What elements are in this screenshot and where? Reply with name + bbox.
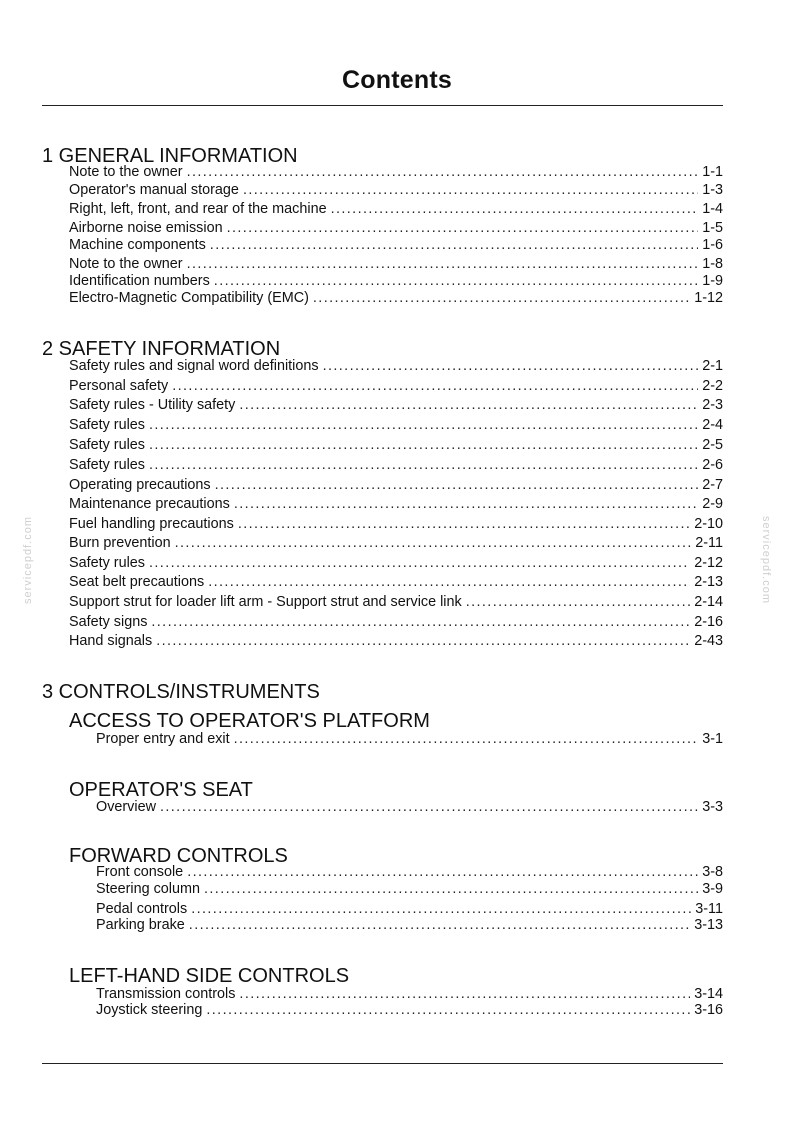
toc-entry-text: Personal safety <box>69 378 169 394</box>
toc-entry-text: Steering column <box>96 881 200 897</box>
toc-entry-page: 1-1 <box>702 164 723 180</box>
dot-leader <box>227 220 699 237</box>
dot-leader <box>208 574 690 591</box>
toc-entry-text: Overview <box>96 799 156 815</box>
toc-entry-page: 2-14 <box>694 594 723 610</box>
subsection-heading: FORWARD CONTROLS <box>69 845 288 867</box>
toc-entry-page: 1-4 <box>702 201 723 217</box>
dot-leader <box>149 437 698 454</box>
toc-entry[interactable] <box>69 633 723 650</box>
toc-entry[interactable] <box>69 535 723 552</box>
toc-entry[interactable] <box>96 917 723 934</box>
dot-leader <box>160 799 698 816</box>
dot-leader <box>234 731 699 748</box>
toc-entry[interactable] <box>96 986 723 1003</box>
toc-entry-text: Safety rules <box>69 555 145 571</box>
toc-entry-page: 2-3 <box>702 397 723 413</box>
toc-entry[interactable] <box>69 164 723 181</box>
toc-entry-page: 2-43 <box>694 633 723 649</box>
dot-leader <box>210 237 698 254</box>
toc-entry[interactable] <box>69 182 723 199</box>
title-rule <box>42 105 723 106</box>
dot-leader <box>234 496 698 513</box>
watermark-left: servicepdf.com <box>22 516 34 604</box>
toc-entry-page: 1-12 <box>694 290 723 306</box>
toc-entry[interactable] <box>69 437 723 454</box>
toc-entry-text: Machine components <box>69 237 206 253</box>
toc-entry-text: Maintenance precautions <box>69 496 230 512</box>
toc-entry-page: 3-3 <box>702 799 723 815</box>
toc-entry-page: 2-13 <box>694 574 723 590</box>
dot-leader <box>187 164 699 181</box>
subsection-heading: LEFT-HAND SIDE CONTROLS <box>69 965 350 987</box>
dot-leader <box>175 535 692 552</box>
toc-entry-text: Fuel handling precautions <box>69 516 234 532</box>
section-heading: 1 GENERAL INFORMATION <box>42 145 298 167</box>
toc-entry-page: 1-6 <box>702 237 723 253</box>
subsection-heading: ACCESS TO OPERATOR'S PLATFORM <box>69 710 430 732</box>
toc-entry-text: Support strut for loader lift arm - Support strut and service link <box>69 594 462 610</box>
toc-entry-text: Safety signs <box>69 614 148 630</box>
toc-entry[interactable] <box>96 864 723 881</box>
toc-entry-text: Operating precautions <box>69 477 211 493</box>
toc-entry-text: Safety rules <box>69 417 145 433</box>
toc-entry-page: 3-9 <box>702 881 723 897</box>
toc-entry-text: Right, left, front, and rear of the machine <box>69 201 327 217</box>
toc-entry-page: 1-9 <box>702 273 723 289</box>
dot-leader <box>149 457 698 474</box>
toc-entry-page: 2-10 <box>694 516 723 532</box>
toc-entry[interactable] <box>96 881 723 898</box>
toc-entry[interactable] <box>69 256 723 273</box>
toc-entry-page: 2-2 <box>702 378 723 394</box>
toc-entry-text: Burn prevention <box>69 535 171 551</box>
footer-rule <box>42 1063 723 1064</box>
dot-leader <box>187 864 698 881</box>
dot-leader <box>331 201 699 218</box>
dot-leader <box>238 516 690 533</box>
dot-leader <box>191 901 691 918</box>
dot-leader <box>239 986 690 1003</box>
toc-entry[interactable] <box>69 273 723 290</box>
toc-entry[interactable] <box>69 574 723 591</box>
page-title: Contents <box>342 66 452 94</box>
dot-leader <box>204 881 698 898</box>
dot-leader <box>206 1002 690 1019</box>
toc-entry-page: 3-1 <box>702 731 723 747</box>
toc-entry[interactable] <box>69 496 723 513</box>
toc-entry-page: 1-5 <box>702 220 723 236</box>
toc-entry[interactable] <box>69 358 723 375</box>
dot-leader <box>151 614 690 631</box>
toc-entry-text: Pedal controls <box>96 901 188 917</box>
toc-entry-page: 2-5 <box>702 437 723 453</box>
toc-entry-text: Parking brake <box>96 917 185 933</box>
toc-entry-text: Airborne noise emission <box>69 220 223 236</box>
section-heading: 2 SAFETY INFORMATION <box>42 338 281 360</box>
toc-entry[interactable] <box>69 201 723 218</box>
toc-entry-text: Safety rules <box>69 437 145 453</box>
dot-leader <box>187 256 699 273</box>
subsection-heading: OPERATOR'S SEAT <box>69 779 253 801</box>
dot-leader <box>215 477 699 494</box>
toc-entry[interactable] <box>69 457 723 474</box>
toc-entry-text: Safety rules <box>69 457 145 473</box>
toc-entry-text: Safety rules and signal word definitions <box>69 358 319 374</box>
dot-leader <box>466 594 690 611</box>
toc-entry[interactable] <box>96 731 723 748</box>
dot-leader <box>243 182 698 199</box>
toc-entry-page: 2-16 <box>694 614 723 630</box>
toc-entry-text: Proper entry and exit <box>96 731 230 747</box>
toc-entry[interactable] <box>69 614 723 631</box>
toc-entry-page: 2-11 <box>695 535 723 551</box>
dot-leader <box>149 417 698 434</box>
toc-entry-page: 3-8 <box>702 864 723 880</box>
dot-leader <box>156 633 690 650</box>
dot-leader <box>313 290 690 307</box>
toc-entry[interactable] <box>69 237 723 254</box>
toc-entry[interactable] <box>69 290 723 307</box>
dot-leader <box>323 358 699 375</box>
dot-leader <box>149 555 690 572</box>
toc-entry-page: 2-7 <box>702 477 723 493</box>
toc-entry-text: Operator's manual storage <box>69 182 239 198</box>
toc-entry-page: 2-4 <box>702 417 723 433</box>
toc-entry-text: Note to the owner <box>69 164 183 180</box>
toc-entry-page: 2-9 <box>702 496 723 512</box>
toc-entry-page: 3-14 <box>694 986 723 1002</box>
toc-entry-text: Transmission controls <box>96 986 236 1002</box>
dot-leader <box>172 378 698 395</box>
toc-entry[interactable] <box>69 477 723 494</box>
toc-entry-page: 1-8 <box>702 256 723 272</box>
toc-entry-page: 2-6 <box>702 457 723 473</box>
toc-entry[interactable] <box>69 220 723 237</box>
toc-entry-text: Electro-Magnetic Compatibility (EMC) <box>69 290 309 306</box>
toc-entry[interactable] <box>69 378 723 395</box>
toc-entry-page: 1-3 <box>702 182 723 198</box>
toc-entry-text: Safety rules - Utility safety <box>69 397 236 413</box>
toc-entry[interactable] <box>69 397 723 414</box>
toc-entry-text: Joystick steering <box>96 1002 203 1018</box>
toc-entry-page: 3-13 <box>694 917 723 933</box>
toc-entry-text: Note to the owner <box>69 256 183 272</box>
toc-entry[interactable] <box>96 799 723 816</box>
toc-entry-page: 3-16 <box>694 1002 723 1018</box>
dot-leader <box>189 917 690 934</box>
toc-entry[interactable] <box>69 594 723 611</box>
toc-entry-page: 2-12 <box>694 555 723 571</box>
toc-entry[interactable] <box>96 901 723 918</box>
dot-leader <box>239 397 698 414</box>
toc-entry[interactable] <box>69 555 723 572</box>
toc-entry-page: 3-11 <box>695 901 723 917</box>
toc-entry-text: Identification numbers <box>69 273 210 289</box>
toc-entry[interactable] <box>96 1002 723 1019</box>
watermark-right: servicepdf.com <box>760 516 772 604</box>
toc-entry[interactable] <box>69 516 723 533</box>
dot-leader <box>214 273 698 290</box>
toc-entry-page: 2-1 <box>702 358 723 374</box>
section-heading: 3 CONTROLS/INSTRUMENTS <box>42 681 320 703</box>
toc-entry-text: Front console <box>96 864 184 880</box>
toc-entry[interactable] <box>69 417 723 434</box>
toc-entry-text: Hand signals <box>69 633 153 649</box>
toc-entry-text: Seat belt precautions <box>69 574 205 590</box>
